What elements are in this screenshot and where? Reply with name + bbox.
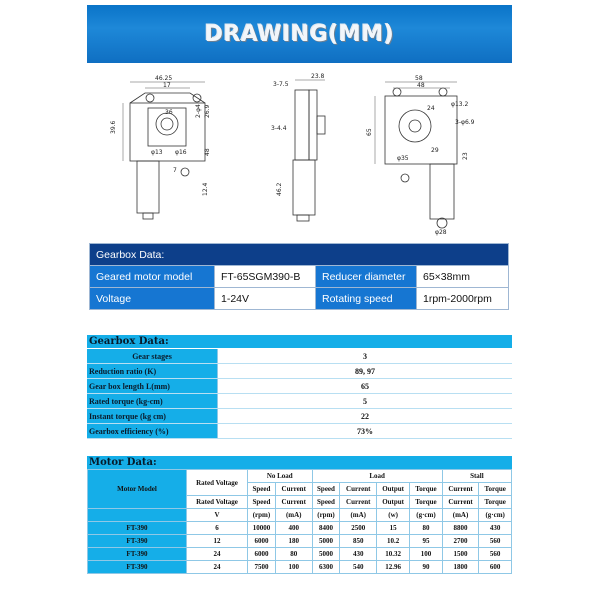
unit-model-blank [88,509,187,522]
dim-24: 24 [427,105,435,112]
motor-model-cell: FT-390 [88,522,187,535]
sub-header-current: Current [340,483,377,496]
dim-29: 29 [431,147,439,154]
sub-header-torque: Torque [410,483,443,496]
cell: 2500 [340,522,377,535]
cell: 24 [187,561,248,574]
unit-rpm: (rpm) [312,509,340,522]
dim-26-9: 26.9 [204,104,211,118]
dim-phi13: φ13 [151,149,163,156]
value-geared-motor-model: FT-65SGM390-B [215,266,316,288]
dim-3-7-5: 3-7.5 [273,81,289,88]
dim-phi28: φ28 [435,229,447,236]
label-gearbox-efficiency: Gearbox efficiency (%) [87,424,218,439]
cell: 6000 [248,548,276,561]
value-voltage: 1-24V [215,288,316,310]
cell: 5000 [312,535,340,548]
motor-model-cell: FT-390 [88,548,187,561]
right-shaft-boss [399,110,431,142]
table-row [87,409,512,424]
table-row [88,470,512,483]
dim-3-4-4: 3-4.4 [271,125,287,132]
value-reduction-ratio: 89, 97 [218,364,513,379]
unit-rpm: (rpm) [248,509,276,522]
table-row [88,509,512,522]
cell: 6300 [312,561,340,574]
cell: 1800 [442,561,479,574]
sub-header-output: Output [377,496,410,509]
sub-header-current: Current [340,496,377,509]
value-rotating-speed: 1rpm-2000rpm [417,288,509,310]
right-mount-hole-3 [401,174,409,182]
right-gearbox-outline [385,96,457,164]
dim-46-2: 46.2 [276,182,283,196]
title-banner [87,5,512,63]
unit-gcm: (g·cm) [479,509,512,522]
dim-2-phi4: 2-φ4 [195,104,202,118]
cell: 560 [479,548,512,561]
dim-23: 23 [462,152,469,160]
middle-motor-body [293,160,315,215]
dim-46-25: 46.25 [155,75,173,82]
dim-7: 7 [173,167,177,174]
label-reduction-ratio: Reduction ratio (K) [87,364,218,379]
value-instant-torque: 22 [218,409,513,424]
left-motor-body [137,161,159,213]
technical-drawing-svg [85,68,515,238]
cell: 80 [275,548,312,561]
cell: 5000 [312,548,340,561]
cell: 7500 [248,561,276,574]
table-row [88,561,512,574]
gearbox-data-header: Gearbox Data: [87,335,512,348]
cell: 6000 [248,535,276,548]
unit-v: V [187,509,248,522]
unit-ma: (mA) [340,509,377,522]
cell: 430 [340,548,377,561]
cell: 12 [187,535,248,548]
unit-w: (w) [377,509,410,522]
middle-terminal [297,215,309,221]
dim-phi16: φ16 [175,149,187,156]
sub-header-speed: Speed [312,496,340,509]
motor-model-cell: FT-390 [88,535,187,548]
dimension-drawing [85,68,515,238]
dim-23-8: 23.8 [311,73,325,80]
dim-phi13-2: φ13.2 [451,101,469,108]
dim-3-phi6-9: 3-φ6.9 [455,119,475,126]
cell: 8400 [312,522,340,535]
gearbox-data-table [87,349,512,439]
right-mount-hole-2 [439,88,447,96]
cell: 24 [187,548,248,561]
cell: 15 [377,522,410,535]
left-gearbox-top-ear [130,93,205,103]
middle-gearbox-profile [295,90,309,160]
group-no-load: No Load [248,470,313,483]
sub-header-current: Current [275,483,312,496]
table-row [87,349,512,364]
unit-ma: (mA) [275,509,312,522]
label-voltage: Voltage [90,288,215,310]
sub-header-rated-voltage: Rated Voltage [187,496,248,509]
banner-title: DRAWING(MM) [204,21,395,47]
table-row [87,379,512,394]
dim-58: 58 [415,75,423,82]
cell: 2700 [442,535,479,548]
table-row [90,288,509,310]
dim-17: 17 [163,82,171,89]
sub-header-speed: Speed [248,483,276,496]
value-reducer-diameter: 65×38mm [417,266,509,288]
cell: 850 [340,535,377,548]
cell: 400 [275,522,312,535]
cell: 1500 [442,548,479,561]
sub-header-current: Current [442,496,479,509]
cell: 6 [187,522,248,535]
col-motor-model: Motor Model [88,470,187,509]
value-gearbox-efficiency: 73% [218,424,513,439]
cell: 8800 [442,522,479,535]
sub-header-torque: Torque [479,496,512,509]
left-terminal [143,213,153,219]
motor-data-header: Motor Data: [87,456,512,469]
table-row [88,548,512,561]
cell: 90 [410,561,443,574]
sub-header-speed: Speed [312,483,340,496]
right-motor-body [430,164,454,219]
left-shaft [161,118,173,130]
dim-48-right: 48 [417,82,425,89]
cell: 80 [410,522,443,535]
cell: 100 [275,561,312,574]
right-motor-end [437,218,447,228]
middle-shaft [317,116,325,134]
sub-header-torque: Torque [410,496,443,509]
cell: 10000 [248,522,276,535]
dim-48: 48 [204,148,211,156]
motor-model-cell: FT-390 [88,561,187,574]
cell: 12.96 [377,561,410,574]
cell: 10.2 [377,535,410,548]
col-rated-voltage-top: Rated Voltage [187,470,248,496]
cell: 10.32 [377,548,410,561]
cell: 540 [340,561,377,574]
cell: 95 [410,535,443,548]
dim-12-4: 12.4 [202,182,209,196]
dim-phi35: φ35 [397,155,409,162]
table-row [88,522,512,535]
label-instant-torque: Instant torque (kg cm) [87,409,218,424]
right-mount-hole-1 [393,88,401,96]
label-gear-stages: Gear stages [87,349,218,364]
motor-data-table [87,469,512,574]
right-shaft [409,120,421,132]
dim-36: 36 [165,109,173,116]
sub-header-torque: Torque [479,483,512,496]
left-shaft-boss [156,113,178,135]
cell: 560 [479,535,512,548]
gearbox-summary-header: Gearbox Data: [90,244,509,266]
label-gear-box-length: Gear box length L(mm) [87,379,218,394]
value-gear-stages: 3 [218,349,513,364]
unit-gcm: (g·cm) [410,509,443,522]
dim-65: 65 [366,128,373,136]
label-rotating-speed: Rotating speed [316,288,417,310]
gearbox-summary-table [89,243,509,310]
group-stall: Stall [442,470,511,483]
sub-header-speed: Speed [248,496,276,509]
cell: 100 [410,548,443,561]
value-rated-torque: 5 [218,394,513,409]
sub-header-current: Current [442,483,479,496]
cell: 600 [479,561,512,574]
table-row [87,424,512,439]
unit-ma: (mA) [442,509,479,522]
label-geared-motor-model: Geared motor model [90,266,215,288]
table-row [88,535,512,548]
left-mount-hole-1 [146,94,154,102]
middle-gearbox-flange [309,90,317,160]
table-row [90,266,509,288]
value-gear-box-length: 65 [218,379,513,394]
left-mount-hole-3 [181,168,189,176]
label-reducer-diameter: Reducer diameter [316,266,417,288]
sub-header-output: Output [377,483,410,496]
label-rated-torque: Rated torque (kg-cm) [87,394,218,409]
dim-39-6: 39.6 [110,120,117,134]
group-load: Load [312,470,442,483]
table-row [87,364,512,379]
sub-header-current: Current [275,496,312,509]
cell: 430 [479,522,512,535]
cell: 180 [275,535,312,548]
table-row [87,394,512,409]
